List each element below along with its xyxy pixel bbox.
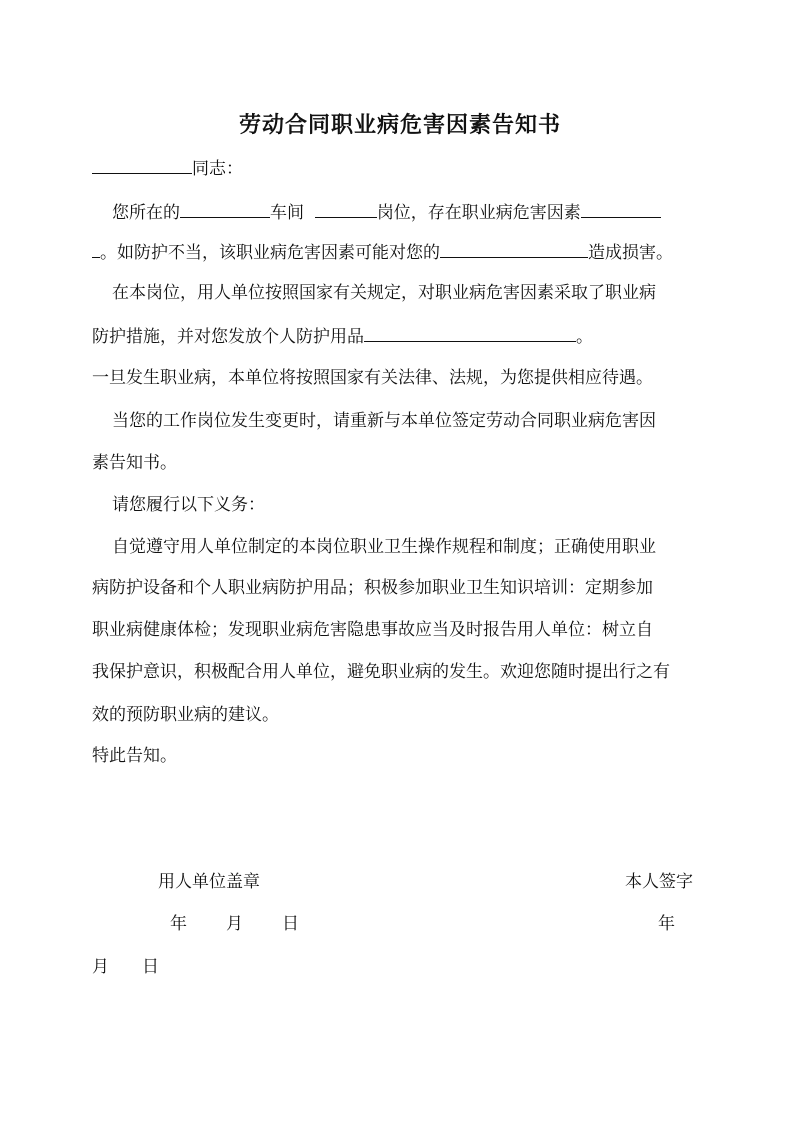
duties-line1: 自觉遵守用人单位制定的本岗位职业卫生操作规程和制度；正确使用职业 [112,537,656,557]
workshop-blank [180,199,270,218]
para3-line1: 一旦发生职业病，本单位将按照国家有关法律、法规，为您提供相应待遇。 [92,368,653,388]
para2-text-b: 。 [576,327,593,347]
para4-line2: 素告知书。 [92,453,177,473]
para1-line2 [92,239,673,265]
para2-line1: 在本岗位，用人单位按照国家有关规定，对职业病危害因素采取了职业病 [112,283,656,303]
employer-year-label: 年 [170,914,187,934]
para1-text-e: 造成损害。 [588,243,673,263]
para1-line1 [112,199,661,225]
salutation-suffix: 同志： [192,159,243,179]
para2-text-a: 防护措施，并对您发放个人防护用品 [92,327,364,347]
hazard-blank [581,199,661,218]
para1-text-c: 岗位，存在职业病危害因素 [376,203,581,223]
name-blank [92,155,192,174]
employee-signature-label: 本人签字 [625,872,693,892]
equipment-blank [364,323,576,342]
duties-line2: 病防护设备和个人职业病防护用品；积极参加职业卫生知识培训：定期参加 [92,578,653,598]
para1-text-b: 车间 [270,203,304,223]
employer-month-label: 月 [226,914,243,934]
employee-year-label: 年 [658,914,675,934]
position-blank [315,199,377,218]
duties-line3: 职业病健康体检；发现职业病危害隐患事故应当及时报告用人单位：树立自 [92,620,653,640]
closing-text: 特此告知。 [92,746,177,766]
employer-day-label: 日 [282,914,299,934]
para1-text-d: 。如防护不当，该职业病危害因素可能对您的 [100,243,440,263]
para2-line2 [92,323,593,349]
employer-seal-label: 用人单位盖章 [158,872,260,892]
employee-month-label: 月 [92,957,109,977]
duties-line5: 效的预防职业病的建议。 [92,705,279,725]
document-title: 劳动合同职业病危害因素告知书 [238,113,561,138]
duties-heading: 请您履行以下义务： [112,495,265,515]
para4-line1: 当您的工作岗位发生变更时，请重新与本单位签定劳动合同职业病危害因 [112,411,656,431]
duties-line4: 我保护意识，积极配合用人单位，避免职业病的发生。欢迎您随时提出行之有 [92,662,670,682]
para1-text-a: 您所在的 [112,203,180,223]
salutation-line [92,155,243,181]
hazard-blank-cont [92,239,100,258]
harm-blank [440,239,588,258]
employee-day-label: 日 [142,957,159,977]
